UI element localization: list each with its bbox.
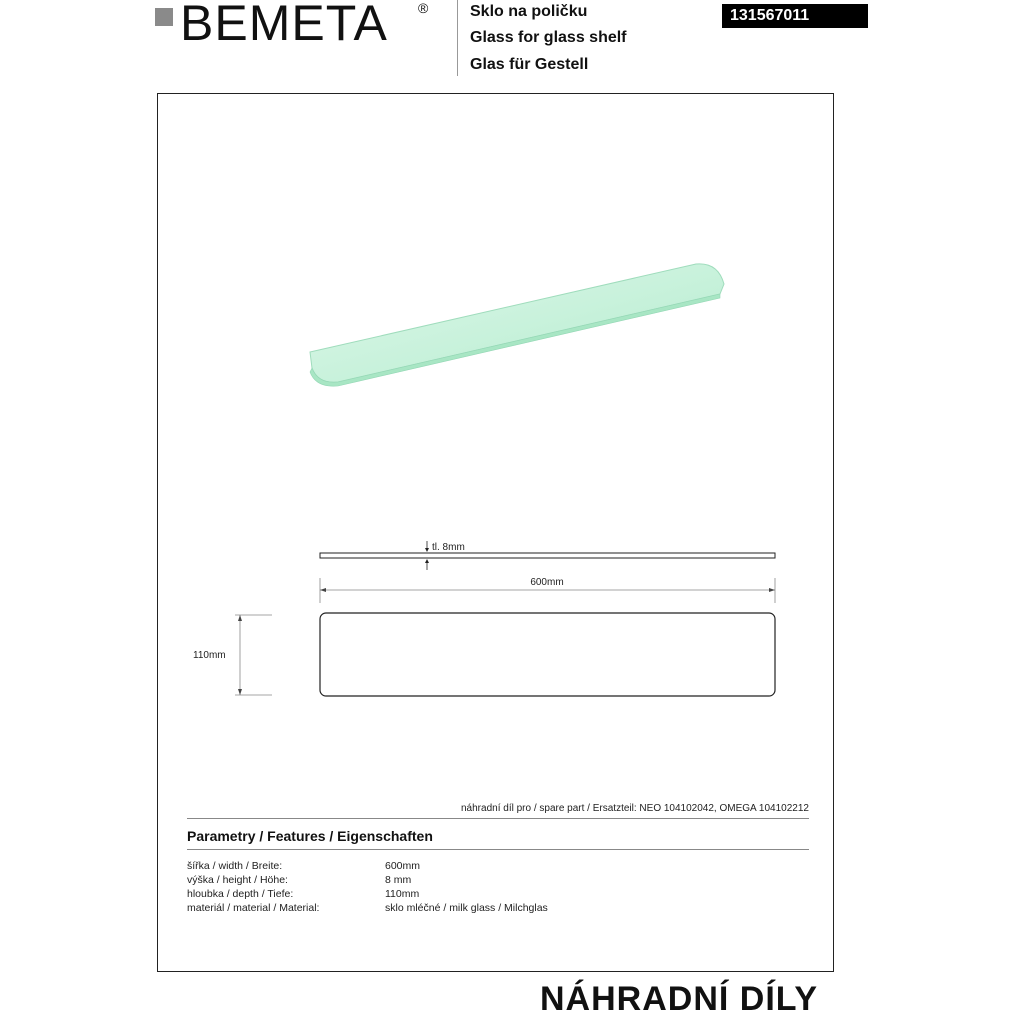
title-german: Glas für Gestell bbox=[470, 56, 589, 73]
width-label: 600mm bbox=[530, 577, 564, 588]
product-code: 131567011 bbox=[722, 4, 868, 28]
footer-title: NÁHRADNÍ DÍLY bbox=[540, 980, 819, 1018]
feature-value: 110mm bbox=[385, 888, 420, 900]
feature-value: 8 mm bbox=[385, 874, 412, 886]
title-czech: Sklo na poličku bbox=[470, 3, 588, 20]
feature-row-width bbox=[187, 860, 747, 873]
divider bbox=[187, 818, 809, 819]
thickness-label: tl. 8mm bbox=[432, 542, 465, 553]
feature-label: výška / height / Höhe: bbox=[187, 874, 288, 886]
brand-logo: BEMETA bbox=[180, 0, 388, 51]
feature-label: materiál / material / Material: bbox=[187, 902, 320, 914]
spare-part-note: náhradní díl pro / spare part / Ersatzteil: NEO 104102042, OMEGA 104102212 bbox=[461, 803, 809, 814]
depth-dimension bbox=[235, 615, 272, 695]
divider bbox=[187, 849, 809, 850]
glass-shelf-render bbox=[310, 264, 724, 386]
depth-label: 110mm bbox=[193, 650, 226, 661]
top-view-outline bbox=[320, 613, 775, 696]
feature-label: hloubka / depth / Tiefe: bbox=[187, 888, 294, 900]
side-profile-view bbox=[320, 541, 775, 570]
features-title: Parametry / Features / Eigenschaften bbox=[187, 828, 433, 844]
feature-label: šířka / width / Breite: bbox=[187, 860, 283, 872]
feature-value: sklo mléčné / milk glass / Milchglas bbox=[385, 902, 548, 914]
title-english: Glass for glass shelf bbox=[470, 29, 627, 46]
feature-row-material bbox=[187, 902, 747, 915]
feature-row-height bbox=[187, 874, 747, 887]
registered-mark: ® bbox=[418, 0, 429, 16]
feature-value: 600mm bbox=[385, 860, 421, 872]
feature-row-depth bbox=[187, 888, 747, 901]
